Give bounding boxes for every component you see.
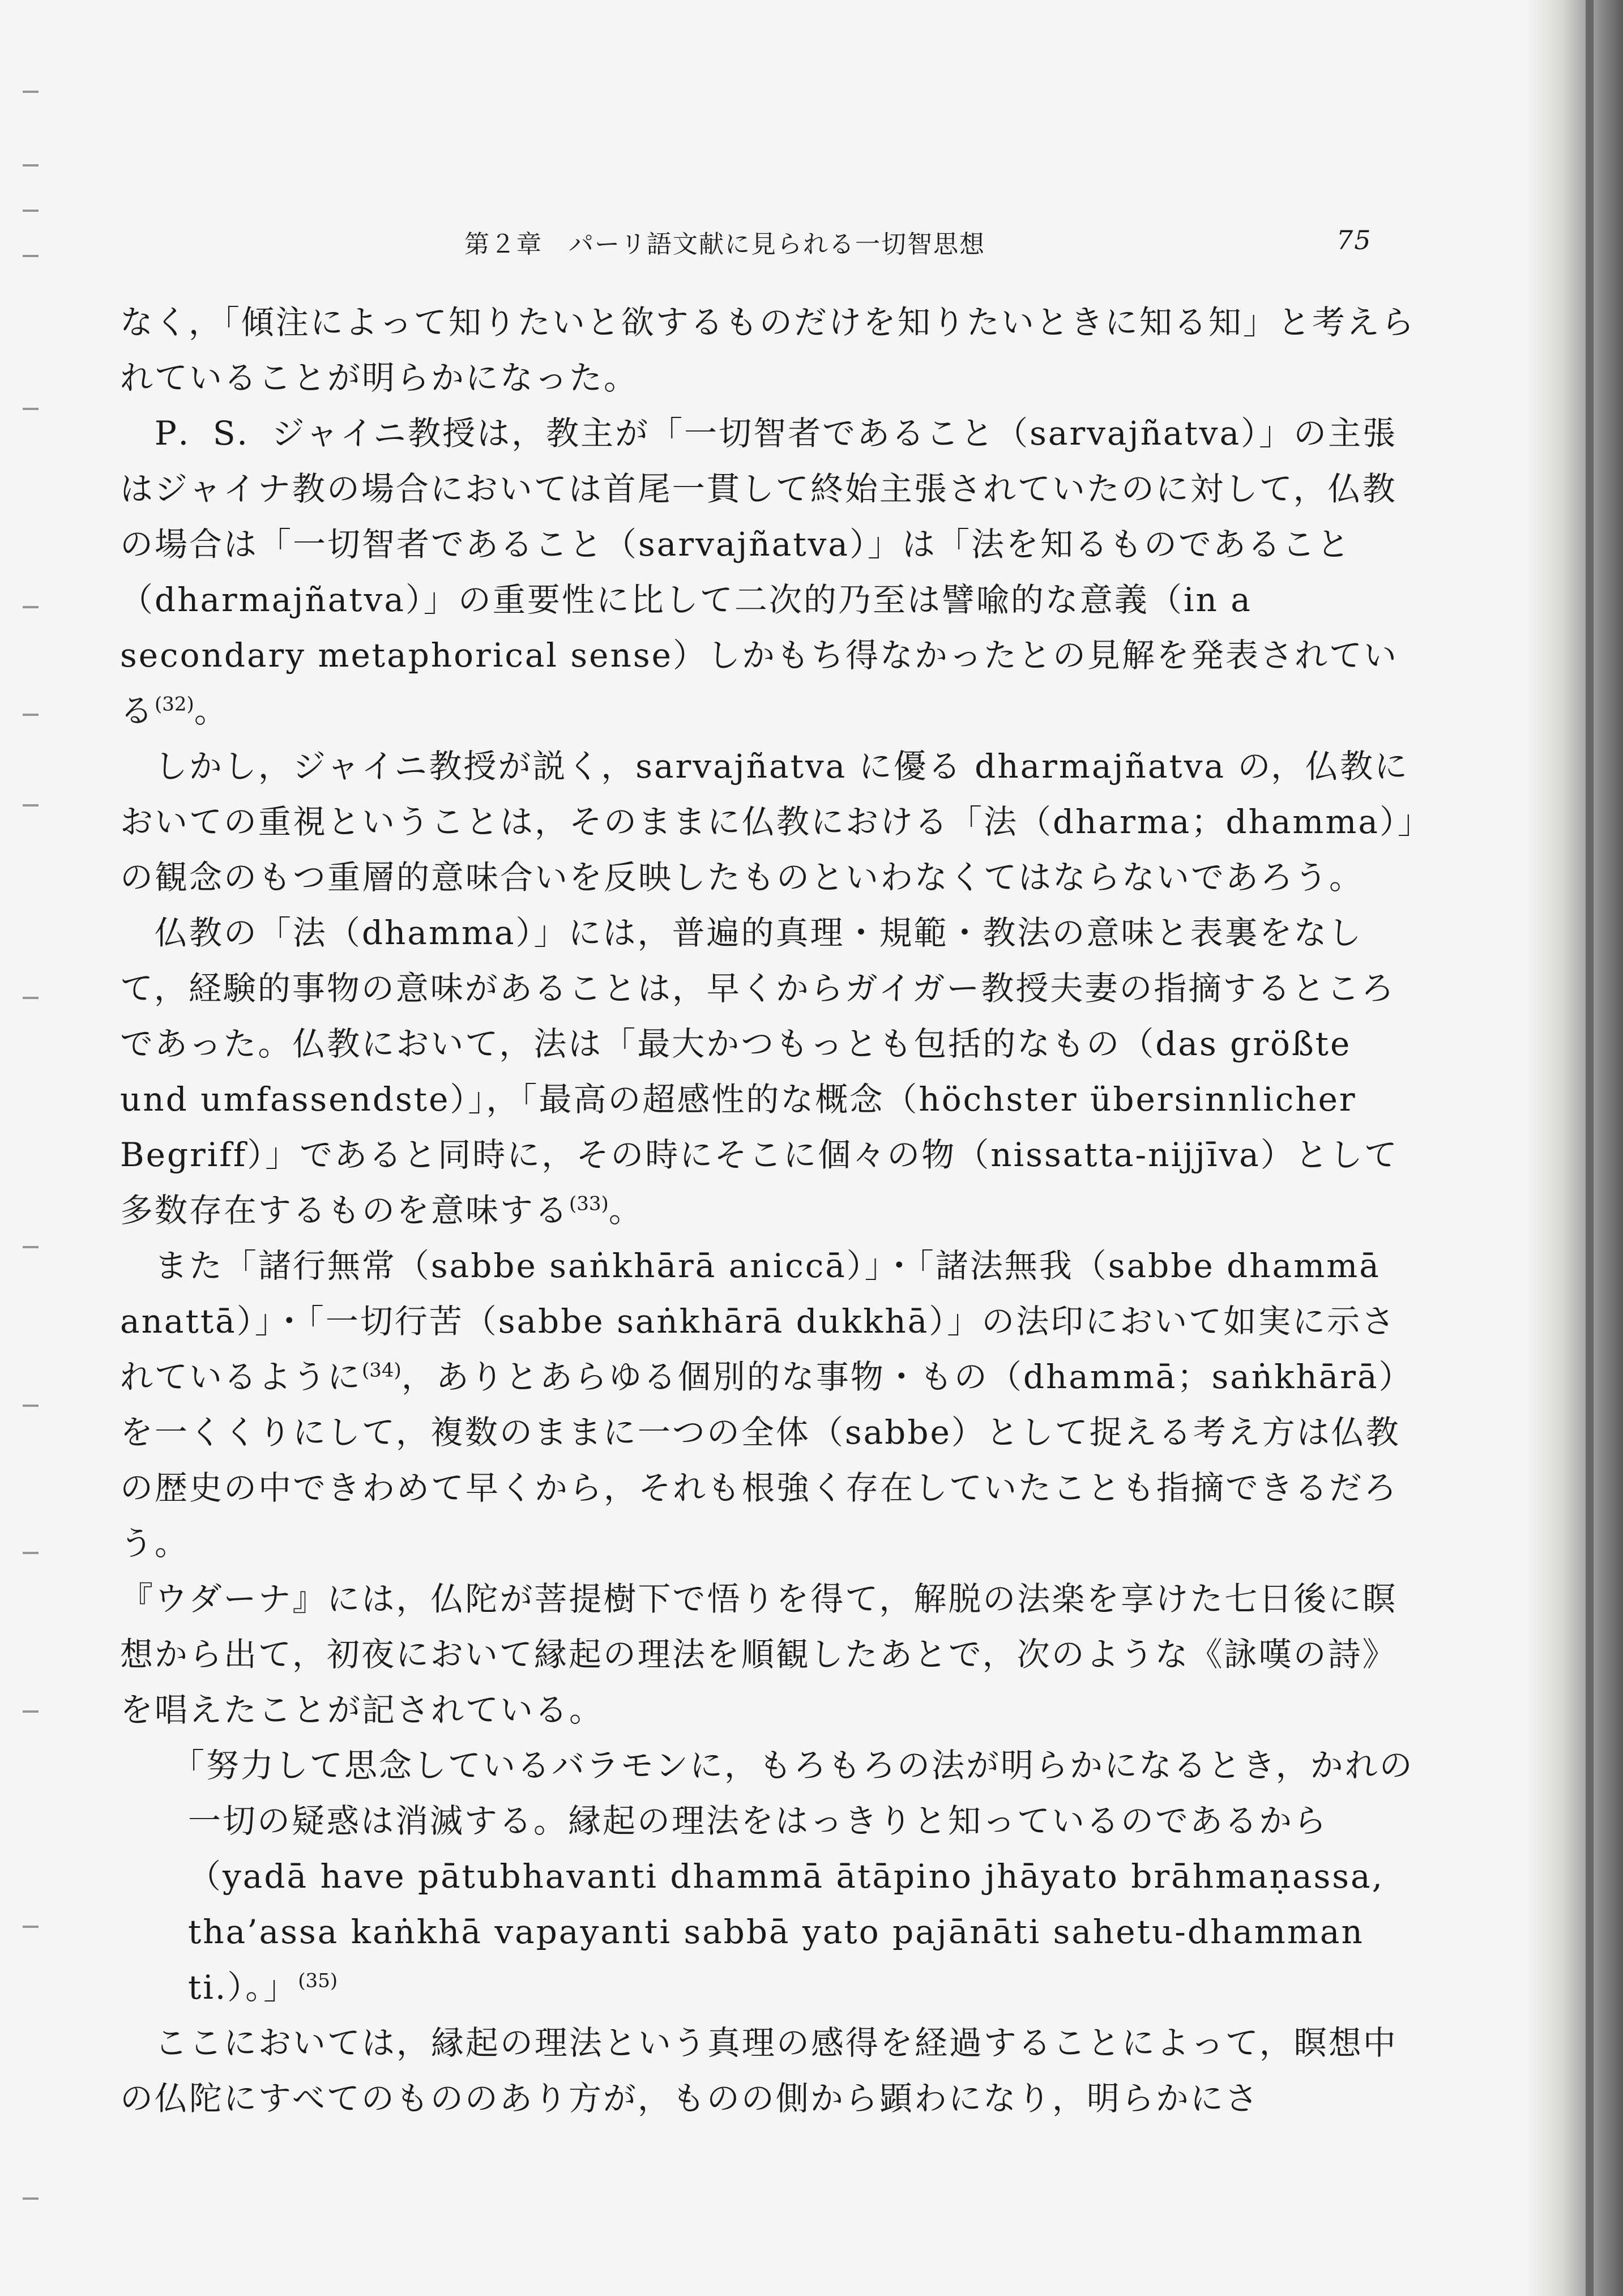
paragraph-2 <box>120 406 1417 739</box>
footnote-ref-35: (35) <box>298 1969 338 1992</box>
chapter-title: 第２章 パーリ語文献に見られる一切智思想 <box>464 230 985 259</box>
paragraph-4 <box>120 905 1417 1238</box>
footnote-ref-32: (32) <box>155 693 194 716</box>
quote-text: 「努力して思念しているバラモンに，もろもろの法が明らかになるとき，かれの一切の疑惑は消滅する。縁起の理法をはっきりと知っているのであるから（yadā have pātubhavanti dhammā ātāpino jhāyato brāhmaṇassa, tha’assa kaṅkhā vapayanti sabbā yato pajānāti sahetu-dhamman ti.）。」 <box>172 1746 1414 2007</box>
running-head <box>464 222 1427 267</box>
paragraph-2-text: P．S．ジャイニ教授は，教主が「一切智者であること（sarvajñatva）」の主張はジャイナ教の場合においては首尾一貫して終始主張されていたのに対して，仏教の場合は「一切智者であること（sarvajñatva）」は「法を知るものであること（dharmajñatva）」の重要性に比して二次的乃至は譬喩的な意義（in a secondary metaphorical sense）しかもち得なかったとの見解を発表されている <box>120 414 1398 730</box>
paragraph-6: 『ウダーナ』には，仏陀が菩提樹下で悟りを得て，解脱の法楽を享けた七日後に瞑想から出て，初夜において縁起の理法を順観したあとで，次のような《詠嘆の詩》を唱えたことが記されている。 <box>120 1580 1398 1729</box>
paragraph-5-text-a: また「諸行無常（sabbe saṅkhārā aniccā）」・「諸法無我（sabbe dhammā anattā）」・「一切行苦（sabbe saṅkhārā dukkhā）」の法印において如実に示されているように <box>120 1247 1396 1396</box>
footnote-ref-33: (33) <box>569 1192 609 1215</box>
block-quote <box>120 1738 1417 2015</box>
paragraph-5 <box>120 1238 1417 1571</box>
binding-shadow <box>1527 0 1623 2296</box>
paragraph-3: しかし，ジャイニ教授が説く，sarvajñatva に優る dharmajñatva の，仏教においての重視ということは，そのままに仏教における「法（dharma；dhamma）」の観念のもつ重層的意味合いを反映したものといわなくてはならないであろう。 <box>120 747 1416 897</box>
paragraph-4-end: 。 <box>608 1191 643 1230</box>
paragraph-7: ここにおいては，縁起の理法という真理の感得を経過することによって，瞑想中の仏陀にすべてのもののあり方が，ものの側から顕わになり，明らかにさ <box>120 2024 1398 2118</box>
paragraph-4-text: 仏教の「法（dhamma）」には，普遍的真理・規範・教法の意味と表裏をなして，経験的事物の意味があることは，早くからガイガー教授夫妻の指摘するところであった。仏教において，法は「最大かつもっとも包括的なもの（das größte und umfassendste）」，「最高の超感性的な概念（höchster übersinnlicher Begriff）」であると同時に，その時にそこに個々の物（nissatta-nijjīva）として多数存在するものを意味する <box>120 914 1399 1230</box>
paragraph-5-text-b: ，ありとあらゆる個別的な事物・もの（dhammā；saṅkhārā）を一くくりにして，複数のままに一つの全体（sabbe）として捉える考え方は仏教の歴史の中できわめて早くから，それも根強く存在していたことも指摘できるだろう。 <box>120 1358 1413 1563</box>
body-text <box>120 295 1417 2126</box>
paragraph-1: なく，「傾注によって知りたいと欲するものだけを知りたいときに知る知」と考えられていることが明らかになった。 <box>120 303 1416 397</box>
left-edge-marks <box>23 68 45 2277</box>
paragraph-2-end: 。 <box>194 692 229 730</box>
page-number: 75 <box>1336 225 1372 255</box>
footnote-ref-34: (34) <box>362 1359 402 1382</box>
